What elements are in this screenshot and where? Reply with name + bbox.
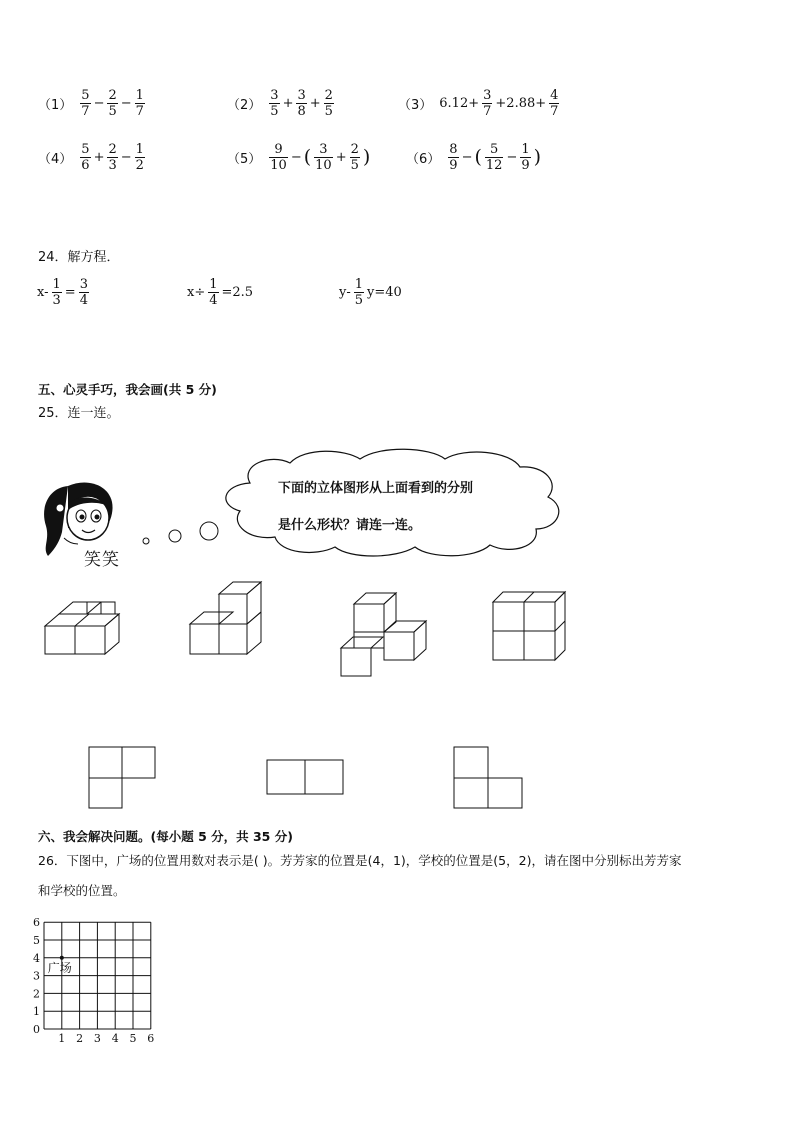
q26-line-2: 和学校的位置。 bbox=[38, 883, 126, 898]
expression-text: = bbox=[64, 285, 76, 300]
plaza-point bbox=[60, 956, 64, 960]
q24-equation-1 bbox=[36, 277, 91, 308]
q24-equation-2 bbox=[186, 277, 254, 308]
fraction bbox=[107, 142, 117, 173]
numerator: 5 bbox=[490, 142, 499, 157]
operator: + bbox=[309, 96, 321, 111]
y-tick-label: 1 bbox=[33, 1005, 40, 1019]
solid-figure-1 bbox=[44, 600, 124, 656]
denominator: 10 bbox=[315, 158, 332, 173]
numerator: 5 bbox=[81, 88, 90, 103]
item-index: （2） bbox=[227, 98, 262, 113]
numerator: 1 bbox=[209, 277, 218, 292]
x-tick-label: 1 bbox=[58, 1032, 66, 1045]
expression-text: =2.5 bbox=[221, 285, 254, 300]
fraction bbox=[485, 142, 504, 173]
fraction bbox=[269, 88, 279, 119]
q25-title: 25．连一连。 bbox=[38, 406, 120, 421]
fraction bbox=[350, 142, 360, 173]
denominator: 7 bbox=[81, 104, 90, 119]
parenthesis: ) bbox=[533, 146, 542, 168]
item-index: （4） bbox=[38, 152, 73, 167]
q23-item-4 bbox=[38, 142, 147, 173]
numerator: 2 bbox=[108, 142, 117, 157]
y-tick-label: 2 bbox=[33, 987, 40, 1001]
item-index: （5） bbox=[227, 152, 262, 167]
operator: + bbox=[335, 150, 347, 165]
denominator: 3 bbox=[108, 158, 117, 173]
y-tick-label: 4 bbox=[33, 951, 40, 965]
operator: − bbox=[506, 150, 518, 165]
operator: − bbox=[120, 150, 132, 165]
solid-figure-4 bbox=[492, 590, 570, 662]
fraction bbox=[52, 277, 62, 308]
parenthesis: ) bbox=[362, 146, 371, 168]
fraction bbox=[80, 88, 90, 119]
parenthesis: ( bbox=[474, 146, 482, 168]
x-tick-label: 3 bbox=[93, 1032, 101, 1045]
bubble-line-2: 是什么形状？请连一连。 bbox=[278, 518, 422, 533]
thought-bubble bbox=[140, 445, 590, 565]
numerator: 5 bbox=[81, 142, 90, 157]
operator: − bbox=[290, 150, 302, 165]
expression-text: +2.88+ bbox=[495, 96, 547, 111]
fraction bbox=[296, 88, 306, 119]
denominator: 12 bbox=[485, 158, 503, 173]
q23-item-2 bbox=[227, 88, 336, 119]
operator: − bbox=[93, 96, 105, 111]
denominator: 5 bbox=[350, 158, 359, 173]
q26-line-1: 26．下图中，广场的位置用数对表示是( )。芳芳家的位置是(4，1)，学校的位置是(5，2)，请在图中分别标出芳芳家 bbox=[38, 853, 682, 868]
denominator: 10 bbox=[270, 158, 287, 173]
fraction bbox=[314, 142, 333, 173]
numerator: 1 bbox=[135, 88, 144, 103]
top-view-2 bbox=[266, 759, 346, 796]
q23-item-5 bbox=[227, 142, 371, 173]
top-view-3 bbox=[453, 746, 525, 810]
fraction bbox=[208, 277, 218, 308]
section6-title: 六、我会解决问题。(每小题 5 分，共 35 分) bbox=[38, 829, 293, 844]
q23-item-3 bbox=[398, 88, 561, 119]
denominator: 4 bbox=[79, 293, 88, 308]
coordinate-grid bbox=[30, 912, 170, 1050]
denominator: 3 bbox=[52, 293, 61, 308]
denominator: 9 bbox=[449, 158, 458, 173]
denominator: 7 bbox=[135, 104, 144, 119]
fraction bbox=[135, 88, 145, 119]
numerator: 2 bbox=[108, 88, 117, 103]
numerator: 2 bbox=[350, 142, 359, 157]
bubble-line-1: 下面的立体图形从上面看到的分别 bbox=[278, 481, 474, 496]
fraction bbox=[482, 88, 492, 119]
item-index: （6） bbox=[406, 152, 441, 167]
denominator: 5 bbox=[324, 104, 333, 119]
numerator: 3 bbox=[270, 88, 279, 103]
top-view-1 bbox=[88, 746, 158, 810]
y-tick-label: 0 bbox=[33, 1023, 40, 1036]
q24-equation-3 bbox=[338, 277, 403, 308]
numerator: 1 bbox=[135, 142, 144, 157]
item-index: （1） bbox=[38, 98, 73, 113]
y-tick-label: 3 bbox=[33, 969, 40, 983]
operator: + bbox=[282, 96, 294, 111]
fraction bbox=[107, 88, 117, 119]
expression-text: x- bbox=[37, 285, 49, 300]
x-tick-label: 6 bbox=[147, 1032, 155, 1045]
solid-figure-2 bbox=[189, 580, 265, 656]
operator: + bbox=[93, 150, 105, 165]
denominator: 7 bbox=[483, 104, 492, 119]
item-index: （3） bbox=[398, 98, 433, 113]
numerator: 8 bbox=[449, 142, 458, 157]
denominator: 6 bbox=[81, 158, 90, 173]
q23-item-6 bbox=[406, 142, 542, 173]
solid-figure-3 bbox=[340, 592, 430, 678]
numerator: 1 bbox=[52, 277, 61, 292]
section5-title: 五、心灵手巧，我会画(共 5 分) bbox=[38, 382, 217, 397]
expression-text: 6.12+ bbox=[439, 96, 480, 111]
q24-title: 24．解方程． bbox=[38, 250, 120, 265]
operator: − bbox=[120, 96, 132, 111]
numerator: 3 bbox=[483, 88, 492, 103]
denominator: 5 bbox=[354, 293, 364, 308]
fraction bbox=[80, 142, 90, 173]
numerator: 1 bbox=[354, 277, 364, 292]
fraction bbox=[520, 142, 530, 173]
fraction bbox=[79, 277, 89, 308]
fraction bbox=[354, 277, 364, 308]
fraction bbox=[324, 88, 334, 119]
denominator: 8 bbox=[297, 104, 306, 119]
numerator: 2 bbox=[324, 88, 333, 103]
expression-text: y- bbox=[339, 285, 351, 300]
numerator: 4 bbox=[550, 88, 559, 103]
numerator: 3 bbox=[319, 142, 328, 157]
numerator: 3 bbox=[297, 88, 306, 103]
fraction bbox=[448, 142, 458, 173]
denominator: 2 bbox=[135, 158, 144, 173]
operator: − bbox=[461, 150, 473, 165]
denominator: 7 bbox=[550, 104, 559, 119]
fraction bbox=[549, 88, 559, 119]
denominator: 4 bbox=[209, 293, 218, 308]
parenthesis: ( bbox=[303, 146, 312, 168]
plaza-label: 广场 bbox=[47, 960, 72, 975]
x-tick-label: 4 bbox=[111, 1032, 119, 1045]
girl-label: 笑笑 bbox=[84, 550, 120, 570]
numerator: 1 bbox=[521, 142, 530, 157]
expression-text: x÷ bbox=[187, 285, 206, 300]
q23-item-1 bbox=[38, 88, 147, 119]
denominator: 5 bbox=[108, 104, 117, 119]
x-tick-label: 5 bbox=[129, 1032, 137, 1045]
expression-text: y=40 bbox=[367, 285, 402, 300]
numerator: 9 bbox=[274, 142, 283, 157]
y-tick-label: 5 bbox=[33, 934, 40, 947]
x-tick-label: 2 bbox=[76, 1032, 84, 1045]
denominator: 9 bbox=[521, 158, 530, 173]
numerator: 3 bbox=[79, 277, 88, 292]
y-tick-label: 6 bbox=[33, 916, 40, 930]
denominator: 5 bbox=[270, 104, 279, 119]
fraction bbox=[135, 142, 145, 173]
fraction bbox=[269, 142, 288, 173]
